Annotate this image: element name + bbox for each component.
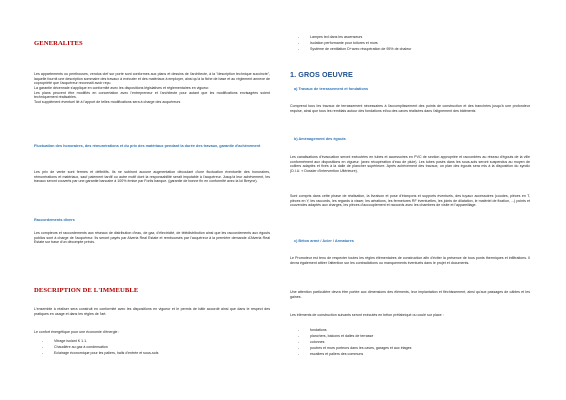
list-item: - fondations — [298, 328, 530, 333]
list-item: - Chaudière au gaz à condensation — [42, 345, 270, 350]
paragraph: Les canalisations d'évacuation seront exécutées en tubes et accessoires en PVC de section appropriée et raccordées au réseau d'égouts de la ville conformément aux dispositions en vigueur. (avec récupération d'eau de pluie). Les tubes posés dans les sous-sols seront suspendus au moyen de colliers adaptés et fixés à la dalle de plancher supérieure. Après achèvement des travaux, un plan des égouts sera mis à la disposition du syndic (D.I.U. « Dossier d'Intervention Ultérieure). — [290, 155, 530, 174]
fluctuation-text — [34, 170, 270, 184]
beton-text — [290, 256, 530, 265]
list-item: - Système de ventilation D+avec récupération de 95% de chaleur — [298, 47, 530, 52]
subsection-title-raccordements: Raccordements divers — [34, 218, 75, 222]
paragraph: Tout supplément éventuel lié à l'apport de telles modifications sera à charge des acquéreurs — [34, 100, 181, 105]
paragraph: Comprend tous les travaux de terrassement nécessaires à l'accomplissement des points de construction et des tranchées jusqu'à une profondeur requise, ainsi que tous les remblais autour des fondations et/ou des caves réalisées dans l'alignement des bâtiments — [290, 104, 530, 113]
subsection-title-fluctuation: Fluctuation des honoraires, des rémunérations et du prix des matériaux pendant la durée des travaux, garantie d'achèvement — [34, 144, 261, 148]
subsection-title-beton: c) Béton armé / Acier / Armatures — [294, 239, 354, 243]
section-title-generalites: GENERALITES — [34, 40, 83, 47]
beton-text-2 — [290, 290, 530, 299]
description-text — [34, 307, 270, 316]
paragraph: Une attention particulière devra être portée aux dimensions des éléments, leur implantation et fléchissement, ainsi qu'aux passages de câbles et les gaines. — [290, 290, 530, 299]
paragraph: Les compteurs et raccordements aux réseaux de distribution d'eau, de gaz, d'électricité, de télédistribution ainsi que les raccordements aux égouts publics sont à charge de l'acquéreur. Ils seront payés par Alveria Real Estate et remboursés par l'acquéreur à la première demande d'Alveria Real Estate sur base d'un décompte précis. — [34, 231, 270, 245]
terrassement-text — [290, 104, 530, 113]
list-item: - Lampes led dans les ascenseurs — [298, 35, 530, 40]
egouts-text — [290, 155, 530, 174]
list-item: - Isolation performante pour toitures et murs — [298, 41, 530, 46]
section-title-description: DESCRIPTION DE L'IMMEUBLE — [34, 287, 139, 294]
energy-list-continued — [298, 35, 530, 53]
list-item: - planchers, balcons et dalles de terrasse — [298, 334, 530, 339]
paragraph: Les plans peuvent être modifiés en concertation avec l'entrepreneur et l'architecte pour autant que les modifications envisagées soient techniquement réalisables. — [34, 90, 270, 100]
paragraph: La garantie décennale s'applique en conformité avec les dispositions législatives et réglementaires en vigueur. — [34, 86, 210, 91]
subsection-title-egouts: b) Aménagement des égouts — [294, 137, 346, 141]
construction-elements-list — [298, 328, 530, 358]
raccordements-text — [34, 231, 270, 245]
subsection-title-terrassement: a) Travaux de terrassement et fondations — [294, 87, 369, 91]
paragraph: Les prix de vente sont fermes et définitifs. Ils ne subiront aucune augmentation découlant d'une fluctuation éventuelle des honoraires, rémunérations et matériaux, sauf paiement tardif ou autre motif dont la responsabilité serait imputable à l'acquéreur. Jusqu'à leur achèvement, les travaux seront couverts par une garantie bancaire à 100% émise par Fortis banque. (garantie de bonne fin en conformité avec la loi Breyne). — [34, 170, 270, 184]
section-title-gros-oeuvre: 1. GROS OEUVRE — [290, 70, 353, 79]
paragraph: Le Promoteur est tenu de respecter toutes les règles élémentaires de construction afin d'éviter la présence de tous ponts thermiques et infiltrations. Il devra également attirer l'attention sur les contradictions ou manquements éventuels dans le projet et documents. — [290, 256, 530, 265]
list-item: - Vitrage isolant K 1.1. — [42, 339, 270, 344]
list-item: - poutres et murs porteurs dans les caves, garages et aux étages — [298, 346, 530, 351]
list-item: - colonnes — [298, 340, 530, 345]
energy-list — [42, 339, 270, 357]
list-item: - Eclairage économique pour les paliers, halls d'entrée et sous-sols — [42, 351, 270, 356]
egouts-text-2 — [290, 194, 530, 208]
paragraph: Les éléments de construction suivants seront exécutés en béton préfabriqué ou coulé sur place : — [290, 313, 444, 317]
paragraph: L'ensemble à réaliser sera construit en conformité avec les dispositions en vigueur et le permis de bâtir accordé ainsi que dans le respect des pratiques en usage et dans les règles de l'art. — [34, 307, 270, 316]
paragraph: Sont compris dans cette phase de réalisation, la livraison et pose d'étançons et supports éventuels, des tuyaux accessoires (coudes, pièces en T, pièces en Y, les raccords, les regards à visser, les aérations, les fermetures RF éventuelles, les joints de dilatation, le matériel de fixation, ...) points et couvercles adaptés aux charges, les pièces d'accouplement et raccords avec les chambres de visite et l'appareillage. — [290, 194, 530, 208]
paragraph: Les appartements ou penthouses, vendus clef sur porte sont conformes aux plans et dessins de l'architecte, à la "description technique succincte", laquelle fournit une description sommaire des travaux à exécuter et des matériaux à employer, ainsi qu'à la fiche de base et au règlement annexe de copropriété que l'acquéreur reconnaît avoir reçu. — [34, 72, 271, 86]
paragraph: Le confort énergétique pour une économie d'énergie : — [34, 330, 120, 334]
list-item: - escaliers et paliers des communs — [298, 352, 530, 357]
beton-text-3 — [290, 313, 530, 318]
generalites-text — [34, 72, 270, 105]
energy-intro — [34, 330, 270, 335]
